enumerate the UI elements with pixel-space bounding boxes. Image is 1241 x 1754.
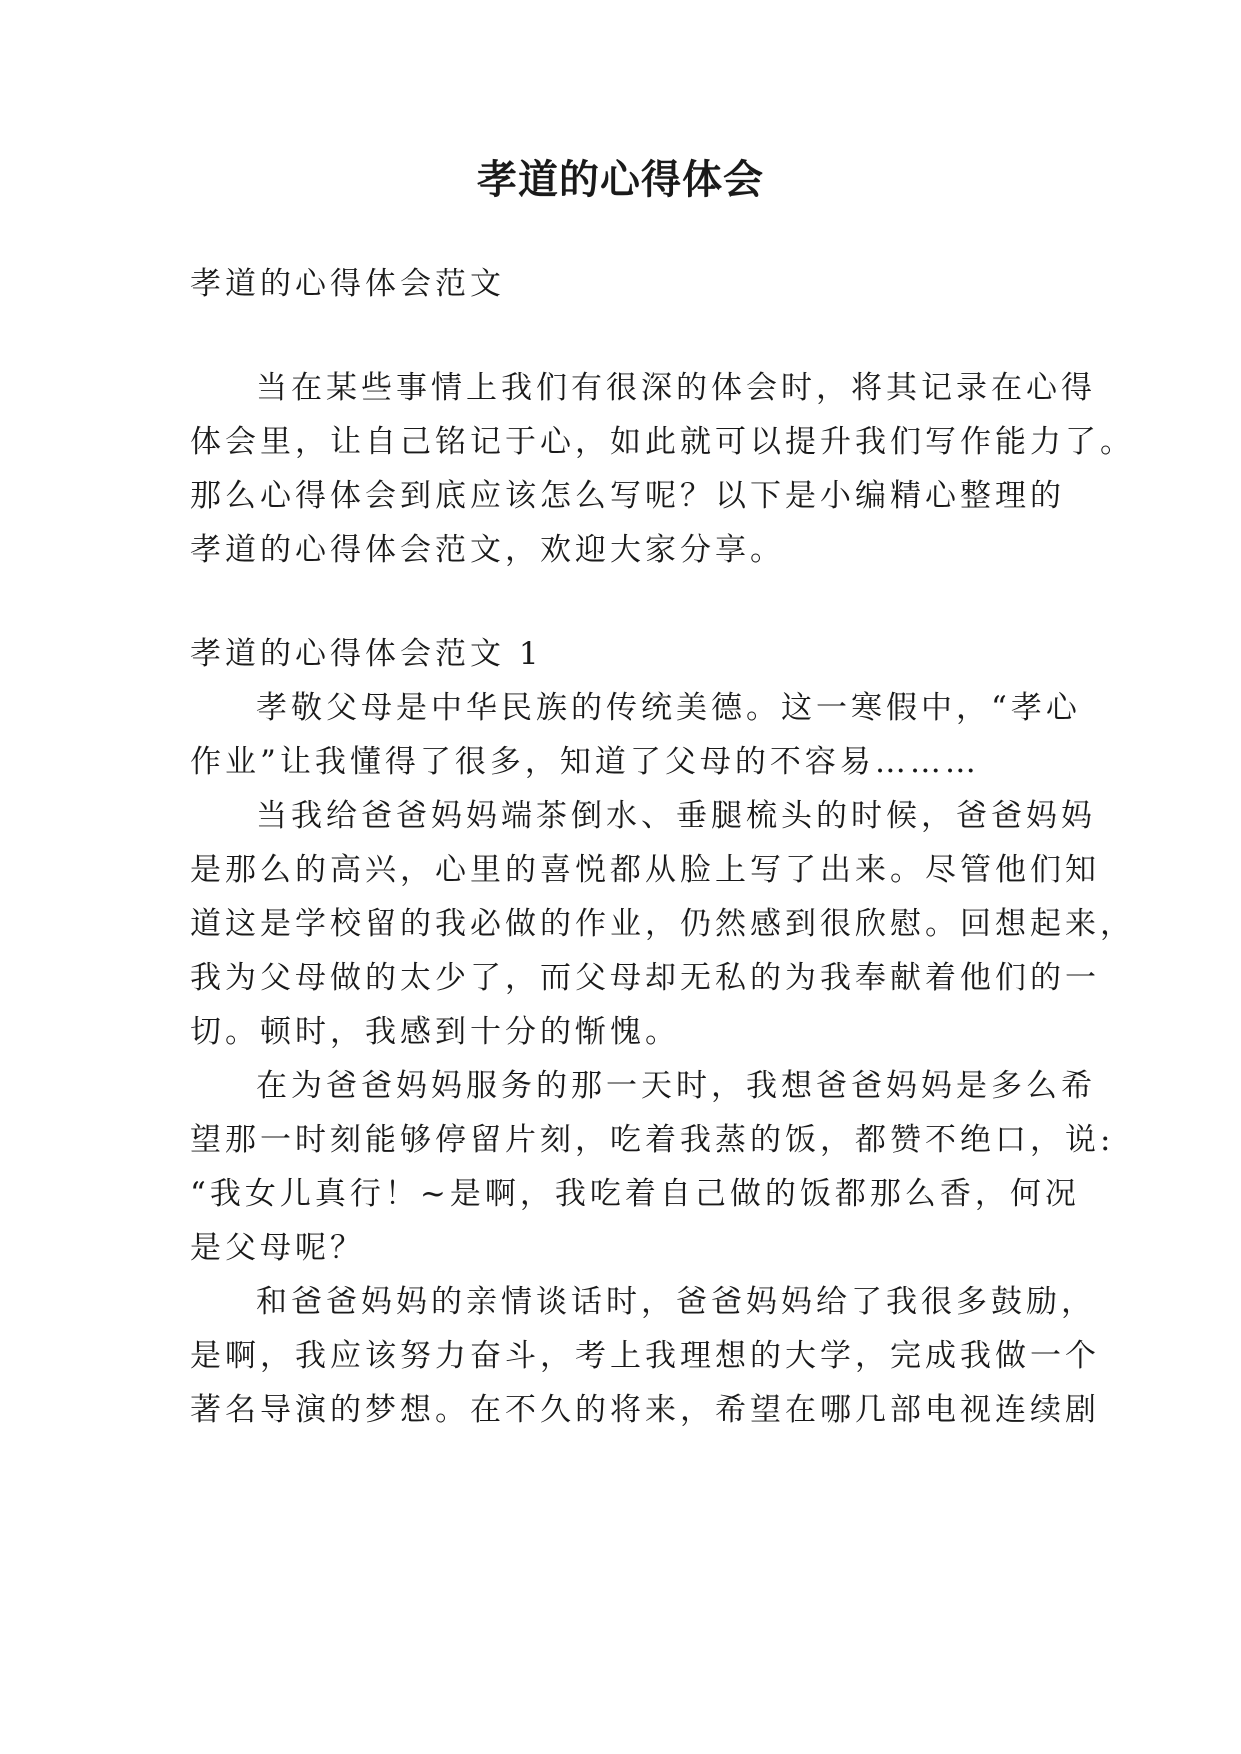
section-heading: 孝道的心得体会范文 1 [190, 636, 543, 672]
body-line-5: 道这是学校留的我必做的作业，仍然感到很欣慰。回想起来， [190, 906, 1135, 942]
body-line-12: 和爸爸妈妈的亲情谈话时，爸爸妈妈给了我很多鼓励， [256, 1284, 1096, 1320]
document-title: 孝道的心得体会 [477, 156, 764, 203]
body-line-7: 切。顿时，我感到十分的惭愧。 [190, 1014, 680, 1050]
intro-line-3: 那么心得体会到底应该怎么写呢？以下是小编精心整理的 [190, 478, 1065, 514]
body-line-6: 我为父母做的太少了，而父母却无私的为我奉献着他们的一 [190, 960, 1100, 996]
body-line-2: 作业”让我懂得了很多，知道了父母的不容易……… [190, 744, 980, 780]
body-line-13: 是啊，我应该努力奋斗，考上我理想的大学，完成我做一个 [190, 1338, 1100, 1374]
body-line-3: 当我给爸爸妈妈端茶倒水、垂腿梳头的时候，爸爸妈妈 [256, 798, 1096, 834]
body-line-8: 在为爸爸妈妈服务的那一天时，我想爸爸妈妈是多么希 [256, 1068, 1096, 1104]
intro-line-2: 体会里，让自己铭记于心，如此就可以提升我们写作能力了。 [190, 424, 1135, 460]
body-line-11: 是父母呢？ [190, 1230, 365, 1266]
body-line-4: 是那么的高兴，心里的喜悦都从脸上写了出来。尽管他们知 [190, 852, 1100, 888]
body-line-14: 著名导演的梦想。在不久的将来，希望在哪几部电视连续剧 [190, 1392, 1100, 1428]
body-line-10: “我女儿真行！~是啊，我吃着自己做的饭都那么香，何况 [190, 1176, 1080, 1212]
intro-line-1: 当在某些事情上我们有很深的体会时，将其记录在心得 [256, 370, 1096, 406]
subtitle: 孝道的心得体会范文 [190, 266, 505, 302]
intro-line-4: 孝道的心得体会范文，欢迎大家分享。 [190, 532, 785, 568]
body-line-1: 孝敬父母是中华民族的传统美德。这一寒假中，“孝心 [256, 690, 1081, 726]
body-line-9: 望那一时刻能够停留片刻，吃着我蒸的饭，都赞不绝口，说: [190, 1122, 1115, 1158]
